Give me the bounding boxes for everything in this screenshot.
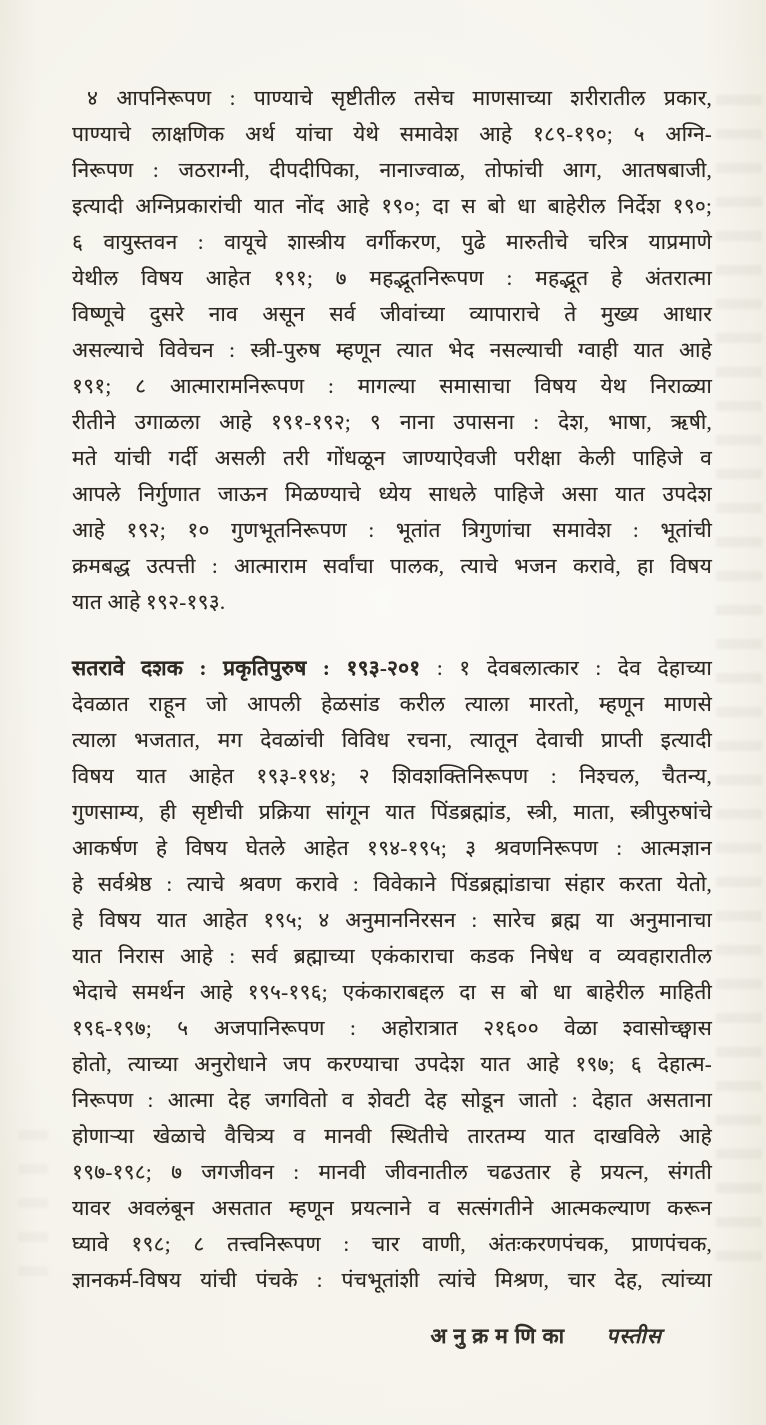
text-line: निरूपण : जठराग्नी, दीपदीपिका, नानाज्वाळ, तोफांची आग, आतषबाजी, — [72, 158, 712, 182]
footer-page-number-word: पस्तीस — [606, 1324, 662, 1348]
text-line: इत्यादी अग्निप्रकारांची यात नोंद आहे १९०; दा स बो धा बाहेरील निर्देश १९०; — [72, 194, 712, 218]
text-line: विष्णूचे दुसरे नाव असून सर्व जीवांच्या व्यापाराचे ते मुख्य आधार — [72, 302, 712, 326]
text-line: मते यांची गर्दी असली तरी गोंधळून जाण्याऐवजी परीक्षा केली पाहिजे व — [72, 446, 712, 470]
text-line: १९१; ८ आत्मारामनिरूपण : मागल्या समासाचा विषय येथ निराळ्या — [72, 374, 712, 398]
text-line: यात आहे १९२-१९३. — [72, 590, 226, 614]
text-line: देवळात राहून जो आपली हेळसांड करील त्याला मारतो, म्हणून माणसे — [72, 692, 712, 716]
text-line: क्रमबद्ध उत्पत्ती : आत्माराम सर्वांचा पालक, त्याचे भजन करावे, हा विषय — [72, 554, 712, 578]
text-line: यात निरास आहे : सर्व ब्रह्माच्या एकंकाराचा कडक निषेध व व्यवहारातील — [72, 944, 712, 968]
text-line: होणाऱ्या खेळाचे वैचित्र्य व मानवी स्थितीचे तारतम्य यात दाखविले आहे — [72, 1124, 712, 1148]
page-footer — [0, 1322, 662, 1350]
text-line: हे विषय यात आहेत १९५; ४ अनुमाननिरसन : सारेच ब्रह्म या अनुमानाचा — [72, 908, 712, 932]
text-line: निरूपण : आत्मा देह जगवितो व शेवटी देह सोडून जातो : देहात असताना — [72, 1088, 712, 1112]
text-line: सतरावे दशक : प्रकृतिपुरुष : १९३-२०१ : १ देवबलात्कार : देव देहाच्या — [72, 656, 712, 680]
text-line: रीतीने उगाळला आहे १९१-१९२; ९ नाना उपासना : देश, भाषा, ऋषी, — [72, 410, 712, 434]
text-line: गुणसाम्य, ही सृष्टीची प्रक्रिया सांगून यात पिंडब्रह्मांड, स्त्री, माता, स्त्रीपुरुषांचे — [72, 800, 712, 824]
text-line: ४ आपनिरूपण : पाण्याचे सृष्टीतील तसेच माणसाच्या शरीरातील प्रकार, — [87, 86, 712, 110]
text-line: आपले निर्गुणात जाऊन मिळण्याचे ध्येय साधले पाहिजे असा यात उपदेश — [72, 482, 712, 506]
text-line: आहे १९२; १० गुणभूतनिरूपण : भूतांत त्रिगुणांचा समावेश : भूतांची — [72, 518, 712, 542]
index-paragraph-2 — [72, 650, 712, 1298]
text-line: होतो, त्याच्या अनुरोधाने जप करण्याचा उपदेश यात आहे १९७; ६ देहात्म- — [72, 1052, 712, 1076]
index-paragraph-1 — [72, 80, 712, 620]
index-text-block — [72, 80, 712, 1298]
text-line: ६ वायुस्तवन : वायूचे शास्त्रीय वर्गीकरण, पुढे मारुतीचे चरित्र याप्रमाणे — [72, 230, 712, 254]
text-line: ज्ञानकर्म-विषय यांची पंचके : पंचभूतांशी त्यांचे मिश्रण, चार देह, त्यांच्या — [72, 1268, 712, 1292]
text-line: १९७-१९८; ७ जगजीवन : मानवी जीवनातील चढउतार हे प्रयत्न, संगती — [72, 1160, 712, 1184]
text-line: यावर अवलंबून असतात म्हणून प्रयत्नाने व सत्संगतीने आत्मकल्याण करून — [72, 1196, 712, 1220]
left-margin-bleed-through — [18, 1130, 48, 1290]
text-line: पाण्याचे लाक्षणिक अर्थ यांचा येथे समावेश आहे १८९-१९०; ५ अग्नि- — [72, 122, 712, 146]
text-line: हे सर्वश्रेष्ठ : त्याचे श्रवण करावे : विवेकाने पिंडब्रह्मांडाचा संहार करता येतो, — [72, 872, 712, 896]
right-margin-bleed-through — [716, 95, 762, 1275]
text-line: १९६-१९७; ५ अजपानिरूपण : अहोरात्रात २१६०० वेळा श्वासोच्छ्वास — [72, 1016, 712, 1040]
text-line: असल्याचे विवेचन : स्त्री-पुरुष म्हणून त्यात भेद नसल्याची ग्वाही यात आहे — [72, 338, 712, 362]
footer-section-label: अनुक्रमणिका — [430, 1324, 572, 1348]
text-line: विषय यात आहेत १९३-१९४; २ शिवशक्तिनिरूपण : निश्चल, चैतन्य, — [72, 764, 712, 788]
text-line: भेदाचे समर्थन आहे १९५-१९६; एकंकाराबद्दल दा स बो धा बाहेरील माहिती — [72, 980, 712, 1004]
text-line: येथील विषय आहेत १९१; ७ महद्भूतनिरूपण : महद्भूत हे अंतरात्मा — [72, 266, 712, 290]
text-line: घ्यावे १९८; ८ तत्त्वनिरूपण : चार वाणी, अंतःकरणपंचक, प्राणपंचक, — [72, 1232, 712, 1256]
text-line: आकर्षण हे विषय घेतले आहेत १९४-१९५; ३ श्रवणनिरूपण : आत्मज्ञान — [72, 836, 712, 860]
bold-heading: सतरावे दशक : प्रकृतिपुरुष : १९३-२०१ — [72, 656, 421, 680]
text-line: त्याला भजतात, मग देवळांची विविध रचना, त्यातून देवाची प्राप्ती इत्यादी — [72, 728, 712, 752]
